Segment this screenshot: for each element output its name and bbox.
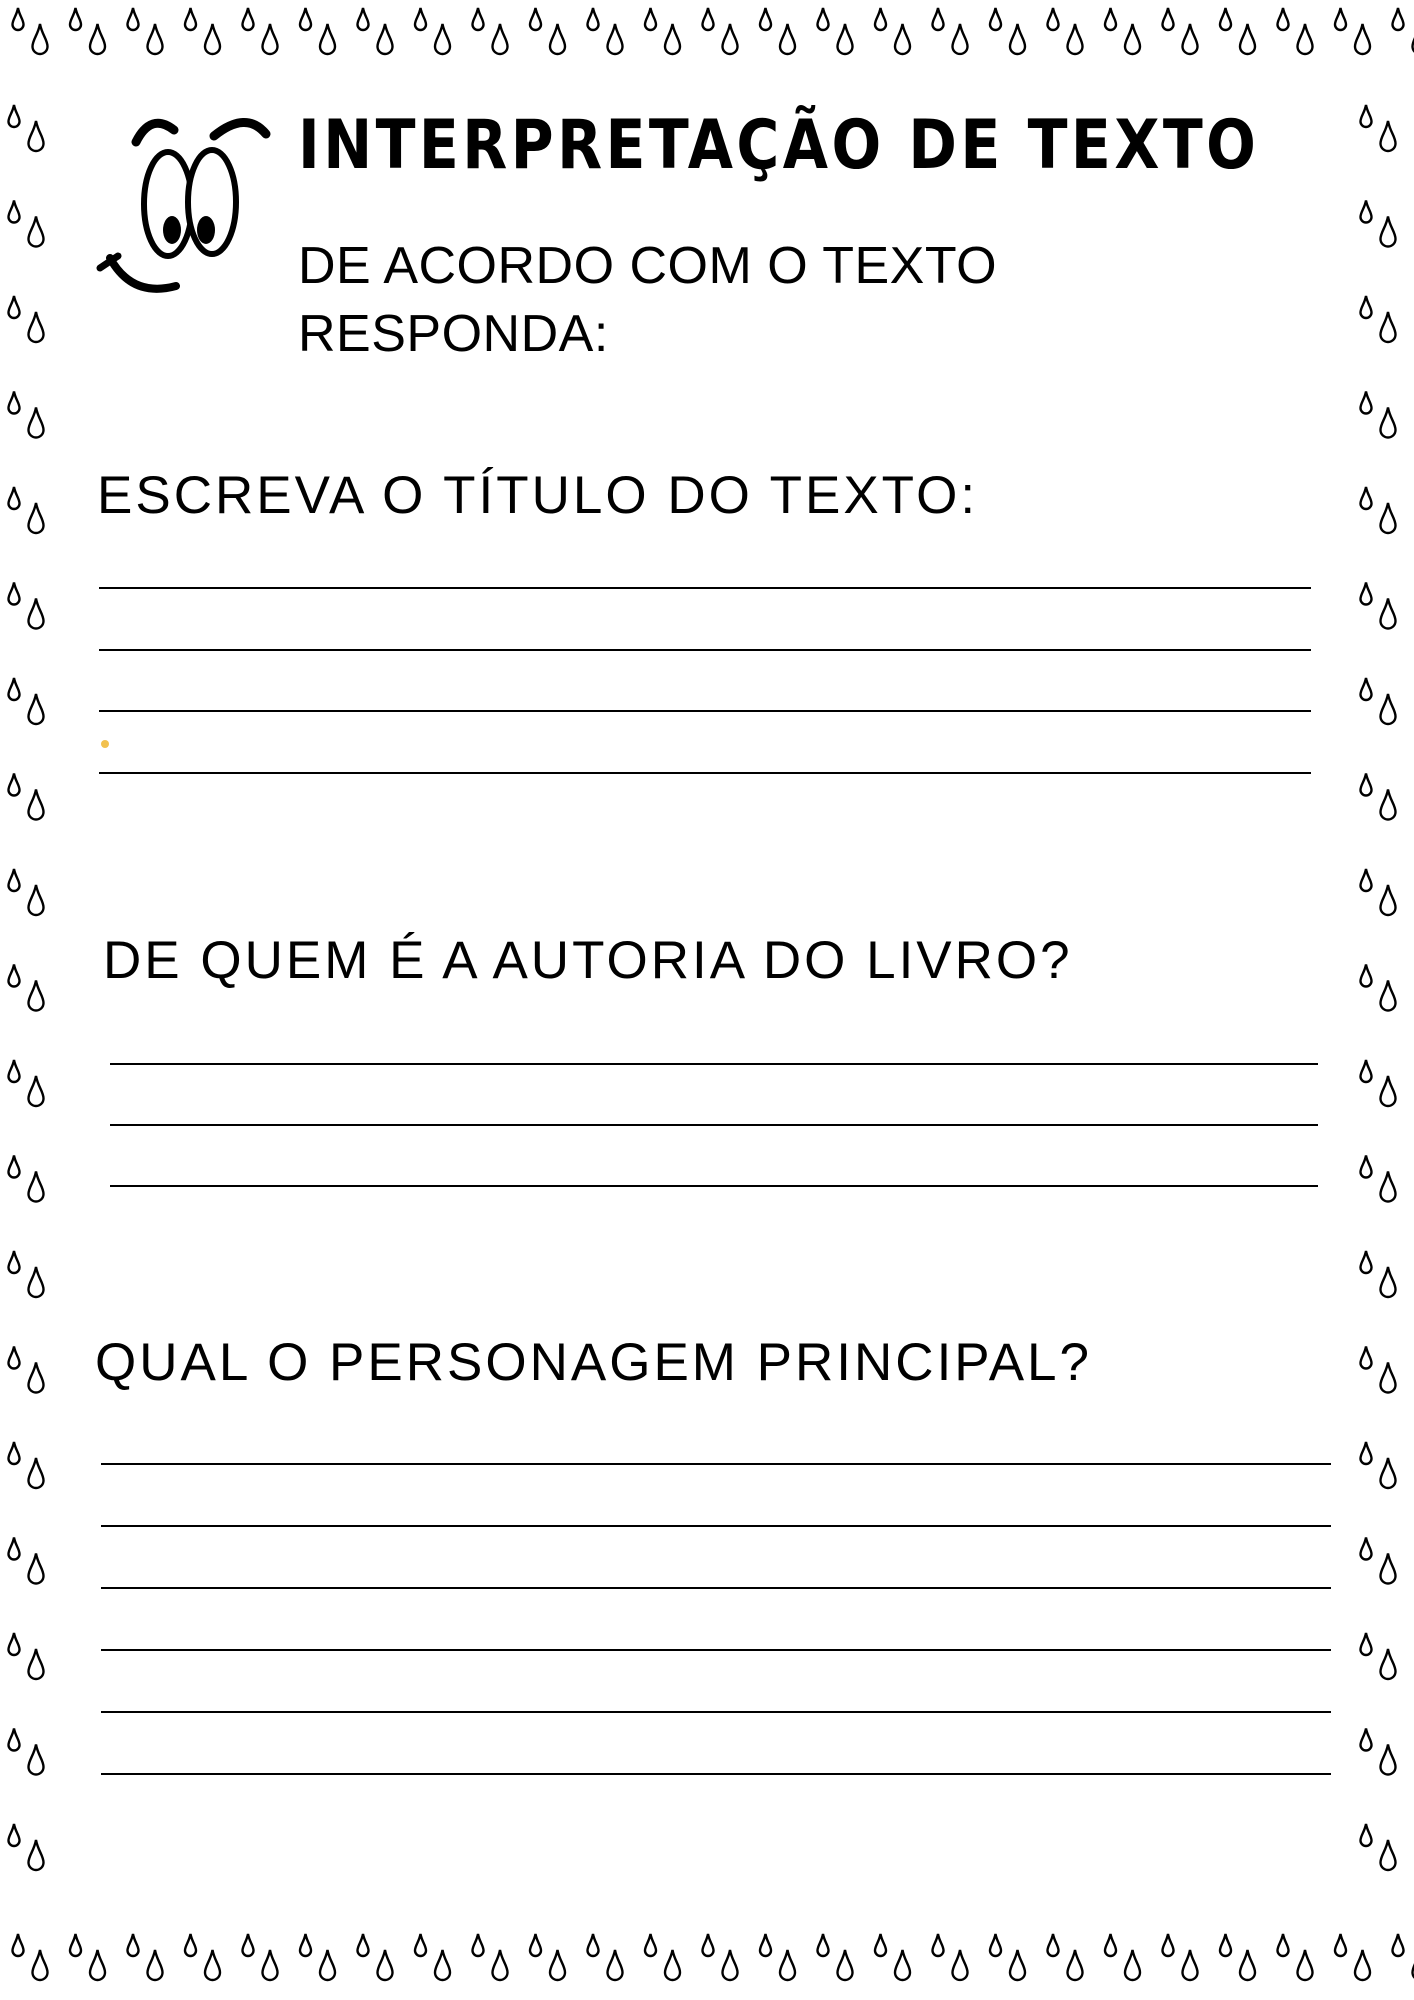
- raindrop-icon: [358, 8, 369, 30]
- raindrop-icon: [933, 8, 944, 30]
- raindrop-icon: [148, 24, 163, 54]
- raindrop-icon: [838, 1950, 853, 1980]
- raindrop-icon: [13, 1934, 24, 1956]
- raindrop-icon: [29, 1649, 44, 1679]
- raindrop-icon: [1381, 1363, 1396, 1393]
- raindrop-icon: [185, 1934, 196, 1956]
- raindrop-icon: [1361, 1156, 1372, 1178]
- raindrop-icon: [875, 8, 886, 30]
- raindrop-icon: [9, 392, 20, 414]
- raindrop-icon: [895, 24, 910, 54]
- raindrop-icon: [665, 24, 680, 54]
- raindrop-icon: [1381, 790, 1396, 820]
- raindrop-icon: [1278, 1934, 1289, 1956]
- raindrop-icon: [1361, 296, 1372, 318]
- raindrop-icon: [300, 8, 311, 30]
- raindrop-icon: [608, 1950, 623, 1980]
- raindrop-icon: [1381, 1076, 1396, 1106]
- question-2: DE QUEM É A AUTORIA DO LIVRO?: [103, 931, 1073, 990]
- raindrop-icon: [1381, 1554, 1396, 1584]
- raindrop-icon: [33, 1950, 48, 1980]
- raindrop-icon: [415, 8, 426, 30]
- raindrop-icon: [185, 8, 196, 30]
- raindrop-icon: [588, 8, 599, 30]
- raindrop-icon: [29, 217, 44, 247]
- raindrop-icon: [29, 1554, 44, 1584]
- raindrop-icon: [1381, 694, 1396, 724]
- raindrop-icon: [1381, 599, 1396, 629]
- raindrop-icon: [205, 1950, 220, 1980]
- raindrop-icon: [1361, 1442, 1372, 1464]
- question-3: QUAL O PERSONAGEM PRINCIPAL?: [95, 1333, 1093, 1392]
- raindrop-icon: [1163, 8, 1174, 30]
- raindrop-icon: [473, 1934, 484, 1956]
- raindrop-icon: [9, 583, 20, 605]
- raindrop-icon: [263, 1950, 278, 1980]
- raindrop-icon: [1125, 24, 1140, 54]
- raindrop-icon: [90, 24, 105, 54]
- raindrop-icon: [493, 1950, 508, 1980]
- raindrop-icon: [1355, 1950, 1370, 1980]
- raindrop-icon: [1361, 1251, 1372, 1273]
- raindrop-icon: [760, 8, 771, 30]
- raindrop-icon: [1361, 965, 1372, 987]
- raindrop-icon: [473, 8, 484, 30]
- raindrop-icon: [895, 1950, 910, 1980]
- raindrop-icon: [550, 24, 565, 54]
- raindrop-icon: [760, 1934, 771, 1956]
- raindrop-icon: [530, 1934, 541, 1956]
- raindrop-icon: [818, 1934, 829, 1956]
- accent-dot: [101, 740, 109, 748]
- raindrop-icon: [530, 8, 541, 30]
- raindrop-icon: [29, 1267, 44, 1297]
- answer-line[interactable]: [99, 710, 1311, 712]
- raindrop-icon: [358, 1934, 369, 1956]
- raindrop-icon: [9, 869, 20, 891]
- answer-line[interactable]: [101, 1463, 1331, 1465]
- raindrop-icon: [588, 1934, 599, 1956]
- raindrop-icon: [1361, 392, 1372, 414]
- raindrop-icon: [1361, 1060, 1372, 1082]
- raindrop-icon: [1381, 885, 1396, 915]
- raindrop-icon: [29, 790, 44, 820]
- smiley-face-icon: [96, 108, 278, 304]
- raindrop-icon: [29, 694, 44, 724]
- raindrop-icon: [703, 1934, 714, 1956]
- raindrop-icon: [90, 1950, 105, 1980]
- raindrop-icon: [320, 1950, 335, 1980]
- raindrop-icon: [70, 8, 81, 30]
- raindrop-icon: [1068, 1950, 1083, 1980]
- raindrop-icon: [1381, 1745, 1396, 1775]
- answer-line[interactable]: [110, 1063, 1318, 1065]
- answer-line[interactable]: [99, 649, 1311, 651]
- raindrop-icon: [645, 1934, 656, 1956]
- raindrop-icon: [9, 1442, 20, 1464]
- raindrop-icon: [1048, 1934, 1059, 1956]
- raindrop-icon: [29, 1840, 44, 1870]
- raindrop-icon: [1361, 105, 1372, 127]
- raindrop-icon: [990, 8, 1001, 30]
- raindrop-icon: [128, 8, 139, 30]
- raindrop-icon: [1335, 8, 1346, 30]
- raindrop-icon: [1105, 1934, 1116, 1956]
- raindrop-icon: [1361, 583, 1372, 605]
- answer-line[interactable]: [110, 1185, 1318, 1187]
- raindrop-icon: [33, 24, 48, 54]
- raindrop-icon: [300, 1934, 311, 1956]
- raindrop-icon: [29, 408, 44, 438]
- raindrop-icon: [1381, 1649, 1396, 1679]
- raindrop-icon: [1125, 1950, 1140, 1980]
- raindrop-icon: [9, 774, 20, 796]
- raindrop-icon: [435, 1950, 450, 1980]
- raindrop-icon: [9, 1156, 20, 1178]
- raindrop-icon: [415, 1934, 426, 1956]
- raindrop-icon: [1335, 1934, 1346, 1956]
- raindrop-icon: [1105, 8, 1116, 30]
- raindrop-icon: [818, 8, 829, 30]
- raindrop-icon: [9, 487, 20, 509]
- raindrop-icon: [9, 678, 20, 700]
- raindrop-icon: [9, 1347, 20, 1369]
- raindrop-icon: [703, 8, 714, 30]
- raindrop-icon: [1381, 312, 1396, 342]
- raindrop-icon: [1361, 1538, 1372, 1560]
- raindrop-icon: [9, 296, 20, 318]
- raindrop-icon: [1361, 1729, 1372, 1751]
- raindrop-icon: [493, 24, 508, 54]
- answer-line[interactable]: [99, 772, 1311, 774]
- raindrop-icon: [1361, 487, 1372, 509]
- raindrop-icon: [1381, 121, 1396, 151]
- raindrop-icon: [1220, 1934, 1231, 1956]
- raindrop-icon: [1393, 8, 1404, 30]
- raindrop-icon: [9, 1729, 20, 1751]
- raindrop-icon: [435, 24, 450, 54]
- raindrop-icon: [29, 1172, 44, 1202]
- raindrop-icon: [1355, 24, 1370, 54]
- raindrop-icon: [9, 1824, 20, 1846]
- raindrop-icon: [1298, 1950, 1313, 1980]
- raindrop-icon: [645, 8, 656, 30]
- raindrop-icon: [70, 1934, 81, 1956]
- raindrop-icon: [1381, 981, 1396, 1011]
- raindrop-icon: [953, 24, 968, 54]
- raindrop-icon: [9, 1251, 20, 1273]
- answer-line[interactable]: [110, 1124, 1318, 1126]
- raindrop-icon: [320, 24, 335, 54]
- raindrop-icon: [1361, 678, 1372, 700]
- page-subtitle: DE ACORDO COM O TEXTO RESPONDA:: [298, 237, 998, 363]
- raindrop-icon: [1240, 1950, 1255, 1980]
- raindrop-icon: [1381, 1458, 1396, 1488]
- answer-line[interactable]: [101, 1773, 1331, 1775]
- answer-line[interactable]: [101, 1525, 1331, 1527]
- raindrop-icon: [1010, 1950, 1025, 1980]
- raindrop-icon: [29, 1076, 44, 1106]
- raindrop-icon: [29, 503, 44, 533]
- raindrop-icon: [29, 1745, 44, 1775]
- answer-line[interactable]: [101, 1649, 1331, 1651]
- raindrop-icon: [29, 981, 44, 1011]
- raindrop-icon: [1361, 1824, 1372, 1846]
- raindrop-icon: [665, 1950, 680, 1980]
- raindrop-icon: [933, 1934, 944, 1956]
- raindrop-icon: [9, 1538, 20, 1560]
- raindrop-icon: [1361, 869, 1372, 891]
- raindrop-icon: [953, 1950, 968, 1980]
- raindrop-icon: [9, 1633, 20, 1655]
- raindrop-icon: [243, 8, 254, 30]
- raindrop-icon: [29, 312, 44, 342]
- raindrop-icon: [1183, 24, 1198, 54]
- question-1: ESCREVA O TÍTULO DO TEXTO:: [97, 466, 979, 525]
- raindrop-icon: [378, 1950, 393, 1980]
- raindrop-icon: [29, 599, 44, 629]
- raindrop-icon: [29, 1363, 44, 1393]
- raindrop-icon: [263, 24, 278, 54]
- raindrop-icon: [1163, 1934, 1174, 1956]
- raindrop-icon: [1183, 1950, 1198, 1980]
- raindrop-icon: [1068, 24, 1083, 54]
- answer-line[interactable]: [101, 1587, 1331, 1589]
- raindrop-icon: [1381, 503, 1396, 533]
- raindrop-icon: [1240, 24, 1255, 54]
- raindrop-icon: [875, 1934, 886, 1956]
- raindrop-icon: [990, 1934, 1001, 1956]
- raindrop-icon: [9, 201, 20, 223]
- raindrop-icon: [29, 885, 44, 915]
- raindrop-icon: [1381, 217, 1396, 247]
- raindrop-icon: [780, 24, 795, 54]
- raindrop-icon: [550, 1950, 565, 1980]
- raindrop-icon: [780, 1950, 795, 1980]
- raindrop-icon: [1393, 1934, 1404, 1956]
- raindrop-icon: [1381, 1267, 1396, 1297]
- raindrop-icon: [1381, 1840, 1396, 1870]
- raindrop-icon: [29, 1458, 44, 1488]
- raindrop-icon: [1381, 408, 1396, 438]
- raindrop-icon: [1220, 8, 1231, 30]
- raindrop-icon: [148, 1950, 163, 1980]
- raindrop-icon: [1361, 1347, 1372, 1369]
- raindrop-icon: [1381, 1172, 1396, 1202]
- raindrop-icon: [9, 1060, 20, 1082]
- raindrop-icon: [243, 1934, 254, 1956]
- raindrop-icon: [723, 1950, 738, 1980]
- raindrop-icon: [29, 121, 44, 151]
- raindrop-icon: [9, 965, 20, 987]
- raindrop-icon: [1010, 24, 1025, 54]
- raindrop-icon: [1048, 8, 1059, 30]
- raindrop-icon: [205, 24, 220, 54]
- raindrop-icon: [1361, 1633, 1372, 1655]
- raindrop-icon: [723, 24, 738, 54]
- answer-line[interactable]: [99, 587, 1311, 589]
- raindrop-icon: [1298, 24, 1313, 54]
- raindrop-icon: [1361, 201, 1372, 223]
- raindrop-icon: [378, 24, 393, 54]
- raindrop-icon: [838, 24, 853, 54]
- raindrop-icon: [13, 8, 24, 30]
- raindrop-icon: [608, 24, 623, 54]
- raindrop-icon: [1361, 774, 1372, 796]
- answer-line[interactable]: [101, 1711, 1331, 1713]
- raindrop-icon: [9, 105, 20, 127]
- raindrop-icon: [128, 1934, 139, 1956]
- page-title: INTERPRETAÇÃO DE TEXTO: [298, 106, 1260, 185]
- raindrop-icon: [1278, 8, 1289, 30]
